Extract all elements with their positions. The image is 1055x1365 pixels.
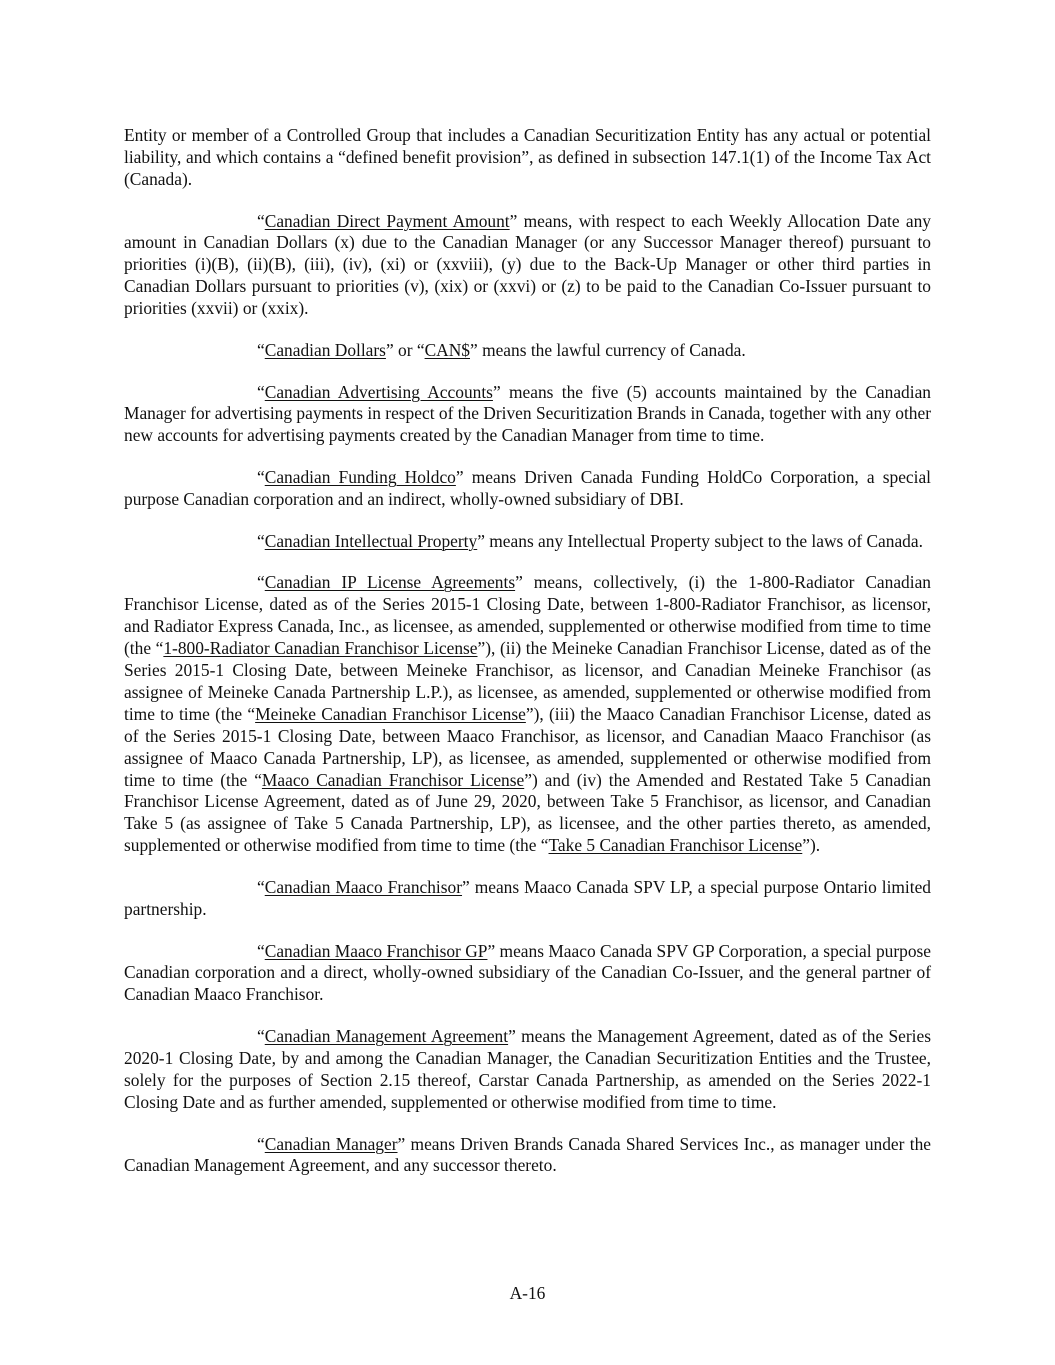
definition-paragraph <box>124 211 931 321</box>
definition-text: ” means, collectively, (i) the 1-800-Radiator Canadian Franchisor License, dated as of the Series 2015-1 Closing Date, between 1-800-Radiator Franchisor, as licensor, and Radiator Express Canada, Inc., as licensee, as amended, supplemented or otherwise modified from time to time (the “ <box>124 572 932 659</box>
definition-text: “ <box>257 1026 265 1047</box>
definition-text: ” or “ <box>385 339 425 360</box>
definition-text: “ <box>257 940 265 961</box>
defined-term: Canadian IP License Agreements <box>264 572 516 593</box>
definition-paragraph <box>124 531 931 553</box>
definition-text: “ <box>257 530 265 551</box>
definition-text: “ <box>257 1133 265 1154</box>
definition-text: ”). <box>802 835 821 856</box>
defined-term: Canadian Dollars <box>264 339 386 360</box>
document-page <box>124 125 931 1197</box>
defined-term: Canadian Direct Payment Amount <box>264 210 510 231</box>
definition-text: ” means any Intellectual Property subject to the laws of Canada. <box>477 530 923 551</box>
definition-text: “ <box>257 381 265 402</box>
definition-text: ”) and (iv) the Amended and Restated Take 5 Canadian Franchisor License Agreement, dated as of June 29, 2020, between Take 5 Franchisor, as licensor, and Canadian Take 5 (as assignee of Take 5 Canada Partnership, LP), as licensee, and the other parties thereto, as amended, supplemented or otherwise modified from time to time (the “ <box>124 769 931 856</box>
definition-paragraph <box>124 1026 931 1114</box>
definition-text: “ <box>257 467 265 488</box>
definition-text: ” means Driven Canada Funding HoldCo Corporation, a special purpose Canadian corporation and an indirect, wholly-owned subsidiary of DBI. <box>124 467 932 509</box>
definition-text: “ <box>257 572 265 593</box>
definition-paragraph <box>124 340 931 362</box>
defined-term: Take 5 Canadian Franchisor License <box>548 835 803 856</box>
defined-term: Canadian Maaco Franchisor <box>264 876 463 897</box>
definition-paragraph <box>124 467 931 511</box>
definition-text: ” means, with respect to each Weekly Allocation Date any amount in Canadian Dollars (x) due to the Canadian Manager (or any Successor Manager thereof) pursuant to priorities (i)(B), (ii)(B), (iii), (iv), (xi) or (xxviii), (y) due to the Back-Up Manager or other third parties in Canadian Dollars pursuant to priorities (v), (xix) or (xxvi) or (z) to be paid to the Canadian Co-Issuer pursuant to priorities (xxvii) or (xxix). <box>124 210 931 319</box>
definition-text: Entity or member of a Controlled Group that includes a Canadian Securitization Entity has any actual or potential liability, and which contains a “defined benefit provision”, as defined in subsection 147.1(1) of the Income Tax Act (Canada). <box>124 125 931 189</box>
defined-term: Canadian Management Agreement <box>264 1026 509 1047</box>
defined-term: Canadian Intellectual Property <box>264 530 478 551</box>
definition-text: ” means the five (5) accounts maintained by the Canadian Manager for advertising payments in respect of the Driven Securitization Brands in Canada, together with any other new accounts for advertising payments created by the Canadian Manager from time to time. <box>124 381 931 446</box>
definition-text: ”), (iii) the Maaco Canadian Franchisor License, dated as of the Series 2015-1 Closing Date, between Maaco Franchisor, as licensor, and Canadian Maaco Franchisor (as assignee of Maaco Canada Partnership, LP), as licensee, as amended, supplemented or otherwise modified from time to time (the “ <box>124 703 931 790</box>
continued-definition-paragraph <box>124 125 931 191</box>
definition-text: ”), (ii) the Meineke Canadian Franchisor License, dated as of the Series 2015-1 Closing Date, between Meineke Franchisor, as licensor, and Canadian Meineke Franchisor (as assignee of Meineke Canada Partnership L.P.), as licensee, as amended, supplemented or otherwise modified from time to time (the “ <box>124 638 931 724</box>
definition-paragraph <box>124 1134 931 1178</box>
definition-paragraph <box>124 382 931 448</box>
definition-text: “ <box>257 339 265 360</box>
defined-term: Canadian Advertising Accounts <box>264 381 493 402</box>
defined-term: Canadian Manager <box>264 1133 398 1154</box>
defined-term: CAN$ <box>424 339 470 360</box>
definition-text: ” means Driven Brands Canada Shared Services Inc., as manager under the Canadian Management Agreement, and any successor thereto. <box>124 1133 931 1176</box>
defined-term: Canadian Maaco Franchisor GP <box>264 940 488 961</box>
defined-term: 1-800-Radiator Canadian Franchisor License <box>163 638 478 659</box>
defined-term: Meineke Canadian Franchisor License <box>255 703 526 724</box>
definition-text: ” means Maaco Canada SPV GP Corporation, a special purpose Canadian corporation and a direct, wholly-owned subsidiary of the Canadian Co-Issuer, and the general partner of Canadian Maaco Franchisor. <box>124 940 932 1005</box>
defined-term: Canadian Funding Holdco <box>264 467 456 488</box>
definition-text: ” means the Management Agreement, dated as of the Series 2020-1 Closing Date, by and among the Canadian Manager, the Canadian Securitization Entities and the Trustee, solely for the purposes of Section 2.15 thereof, Carstar Canada Partnership, as amended on the Series 2022-1 Closing Date and as further amended, supplemented or otherwise modified from time to time. <box>124 1026 931 1112</box>
definition-text: ” means the lawful currency of Canada. <box>470 339 746 360</box>
definition-text: “ <box>257 210 265 231</box>
definition-text: ” means Maaco Canada SPV LP, a special purpose Ontario limited partnership. <box>124 876 932 919</box>
definition-paragraph <box>124 877 931 921</box>
defined-term: Maaco Canadian Franchisor License <box>261 769 525 790</box>
definition-text: “ <box>257 876 265 897</box>
page-number: A-16 <box>509 1283 546 1303</box>
definition-paragraph <box>124 572 931 857</box>
definition-paragraph <box>124 941 931 1007</box>
